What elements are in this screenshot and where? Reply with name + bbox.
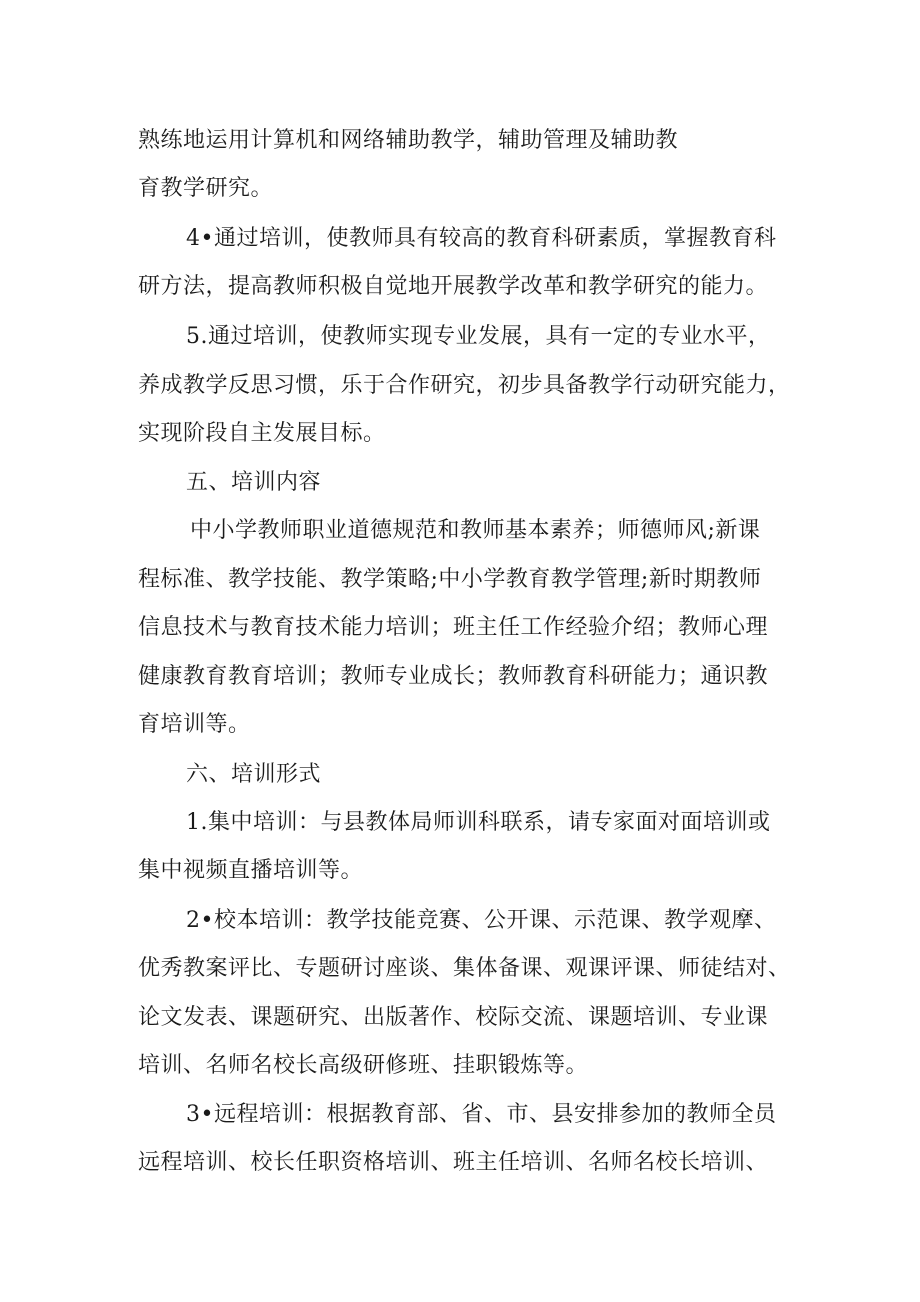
paragraph-line: 健康教育教育培训；教师专业成长；教师教育科研能力；通识教 [138,664,769,689]
paragraph-line: 养成教学反思习惯，乐于合作研究，初步具备教学行动研究能力， [138,373,791,398]
item-2-line: 2•校本培训：教学技能竞赛、公开课、示范课、教学观摩、 [186,908,777,933]
section-heading-training-form: 六、培训形式 [186,762,322,787]
paragraph-line: 信息技术与教育技术能力培训；班主任工作经验介绍；教师心理 [138,615,769,640]
item-5-line: 5.通过培训，使教师实现专业发展，具有一定的专业水平， [186,324,771,349]
paragraph-line: 优秀教案评比、专题研讨座谈、集体备课、观课评课、师徒结对、 [138,956,791,981]
paragraph-line: 培训、名师名校长高级研修班、挂职锻炼等。 [138,1053,589,1078]
item-1-line: 1.集中培训：与县教体局师训科联系，请专家面对面培训或 [186,810,771,835]
paragraph-line: 实现阶段自主发展目标。 [138,421,386,446]
item-4-line: 4•通过培训，使教师具有较高的教育科研素质，掌握教育科 [186,226,777,251]
paragraph-line: 中小学教师职业道德规范和教师基本素养；师德师风;新课 [190,518,761,543]
item-3-line: 3•远程培训：根据教育部、省、市、县安排参加的教师全员 [186,1102,777,1127]
paragraph-line: 育教学研究。 [138,176,274,201]
paragraph-line: 熟练地运用计算机和网络辅助教学，辅助管理及辅助教 [138,128,679,153]
paragraph-line: 程标准、教学技能、教学策略;中小学教育教学管理;新时期教师 [138,567,762,592]
section-heading-training-content: 五、培训内容 [186,470,322,495]
paragraph-line: 集中视频直播培训等。 [138,858,364,883]
paragraph-line: 研方法，提高教师积极自觉地开展教学改革和教学研究的能力。 [138,274,769,299]
paragraph-line: 育培训等。 [138,712,251,737]
paragraph-line: 论文发表、课题研究、出版著作、校际交流、课题培训、专业课 [138,1005,769,1030]
paragraph-line: 远程培训、校长任职资格培训、班主任培训、名师名校长培训、 [138,1150,769,1175]
